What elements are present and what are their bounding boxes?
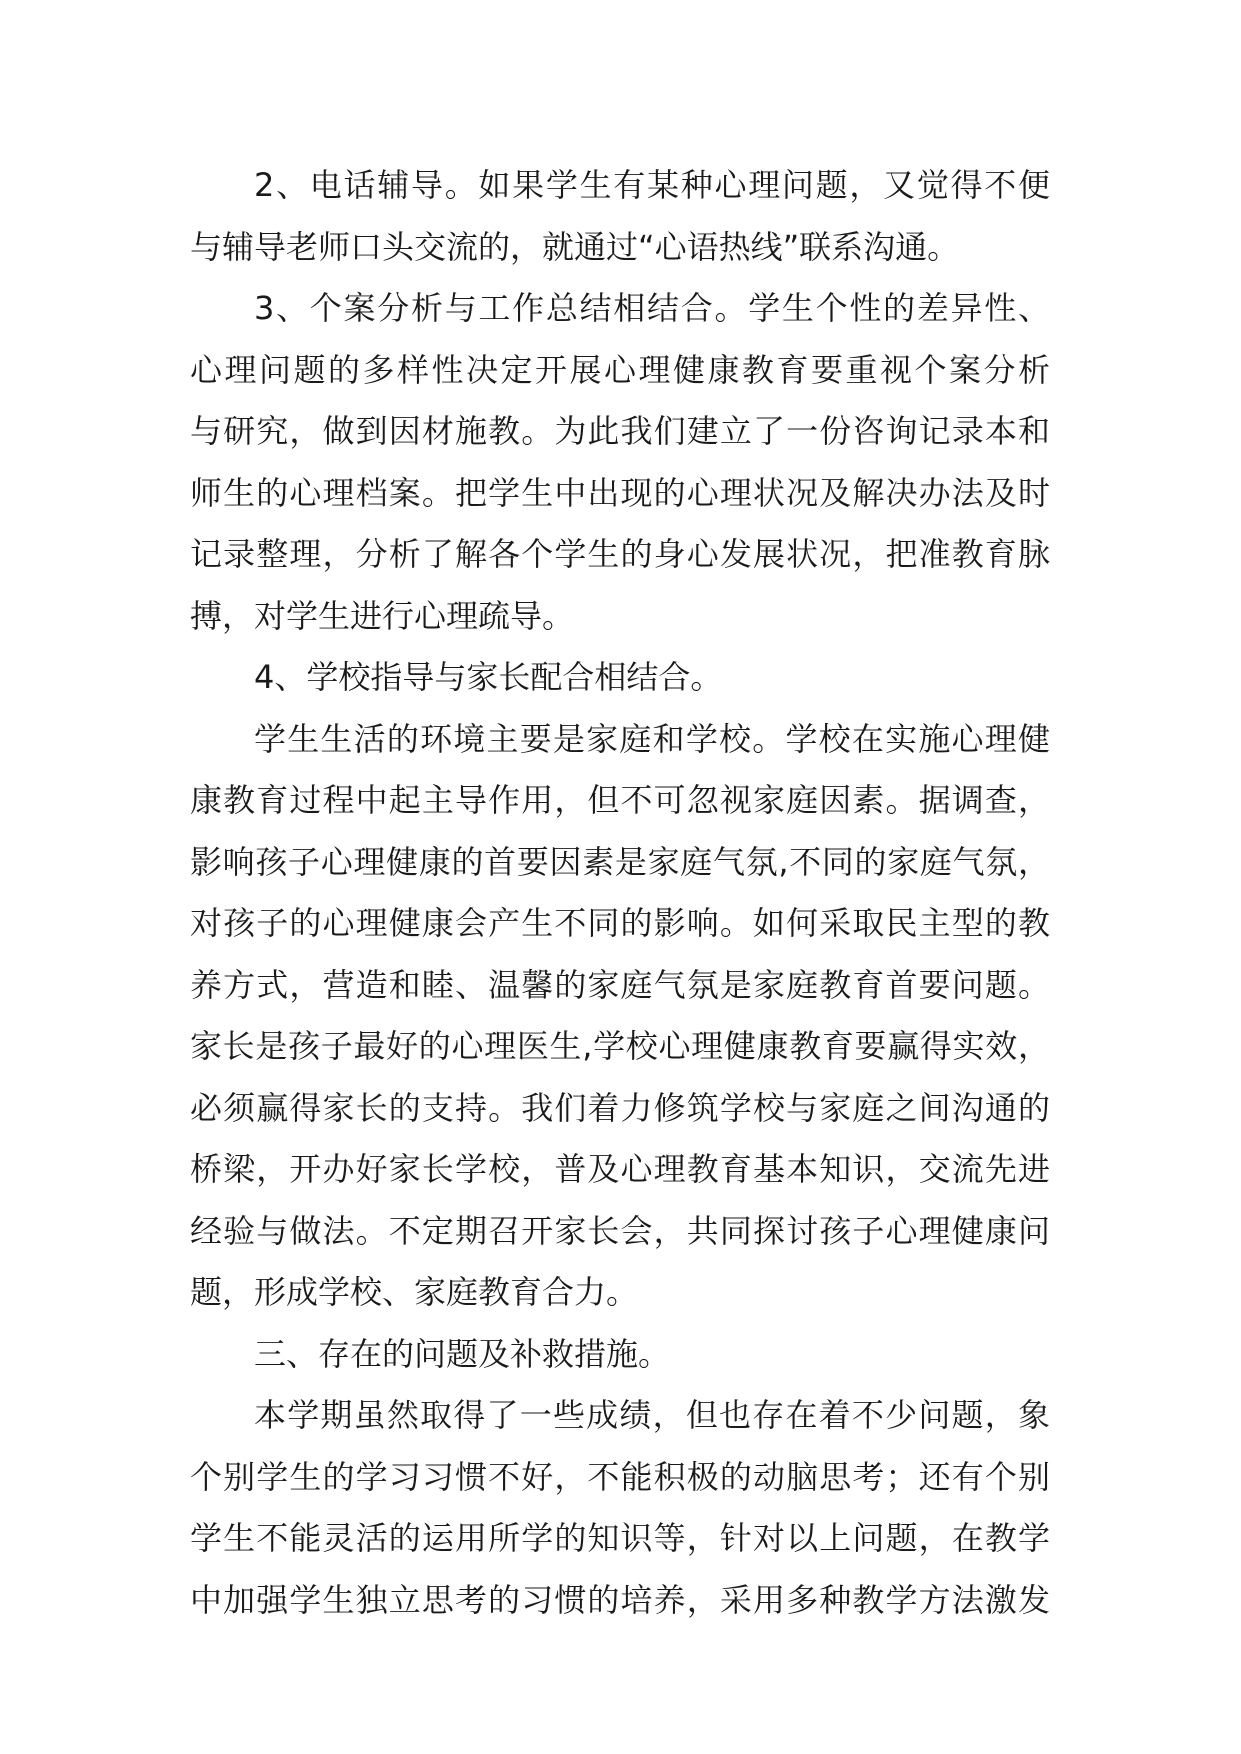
paragraph-line: 桥梁，开办好家长学校，普及心理教育基本知识，交流先进 — [190, 1150, 1050, 1188]
paragraph-line: 与研究，做到因材施教。为此我们建立了一份咨询记录本和 — [190, 412, 1050, 450]
paragraph-line: 影响孩子心理健康的首要因素是家庭气氛,不同的家庭气氛， — [190, 842, 1050, 881]
section-heading: 三、存在的问题及补救措施。 — [254, 1334, 671, 1373]
paragraph-line: 题，形成学校、家庭教育合力。 — [190, 1273, 639, 1311]
paragraph-line: 本学期虽然取得了一些成绩，但也存在着不少问题，象 — [254, 1396, 1050, 1434]
paragraph-line: 经验与做法。不定期召开家长会，共同探讨孩子心理健康问 — [190, 1211, 1050, 1250]
paragraph-line: 师生的心理档案。把学生中出现的心理状况及解决办法及时 — [190, 473, 1050, 512]
paragraph-line: 养方式，营造和睦、温馨的家庭气氛是家庭教育首要问题。 — [190, 965, 1050, 1004]
paragraph-line: 搏，对学生进行心理疏导。 — [190, 596, 575, 635]
paragraph-line: 与辅导老师口头交流的，就通过“心语热线”联系沟通。 — [190, 227, 960, 266]
paragraph-line: 记录整理，分析了解各个学生的身心发展状况，把准教育脉 — [190, 535, 1050, 573]
paragraph-line: 对孩子的心理健康会产生不同的影响。如何采取民主型的教 — [190, 904, 1050, 942]
paragraph-line: 心理问题的多样性决定开展心理健康教育要重视个案分析 — [190, 350, 1050, 389]
document-body — [190, 155, 1050, 1631]
paragraph-line: 必须赢得家长的支持。我们着力修筑学校与家庭之间沟通的 — [190, 1088, 1050, 1127]
paragraph-line: 4、学校指导与家长配合相结合。 — [254, 658, 723, 696]
paragraph-line: 个别学生的学习习惯不好，不能积极的动脑思考；还有个别 — [190, 1457, 1050, 1496]
paragraph-line: 康教育过程中起主导作用，但不可忽视家庭因素。据调查， — [190, 781, 1050, 819]
paragraph-line: 3、个案分析与工作总结相结合。学生个性的差异性、 — [254, 289, 1050, 327]
paragraph-line: 2、电话辅导。如果学生有某种心理问题，又觉得不便 — [254, 166, 1050, 204]
paragraph-line: 学生不能灵活的运用所学的知识等，针对以上问题，在教学 — [190, 1519, 1050, 1557]
paragraph-line: 中加强学生独立思考的习惯的培养，采用多种教学方法激发 — [190, 1580, 1050, 1619]
paragraph-line: 家长是孩子最好的心理医生,学校心理健康教育要赢得实效， — [190, 1027, 1050, 1065]
paragraph-line: 学生生活的环境主要是家庭和学校。学校在实施心理健 — [254, 719, 1050, 758]
